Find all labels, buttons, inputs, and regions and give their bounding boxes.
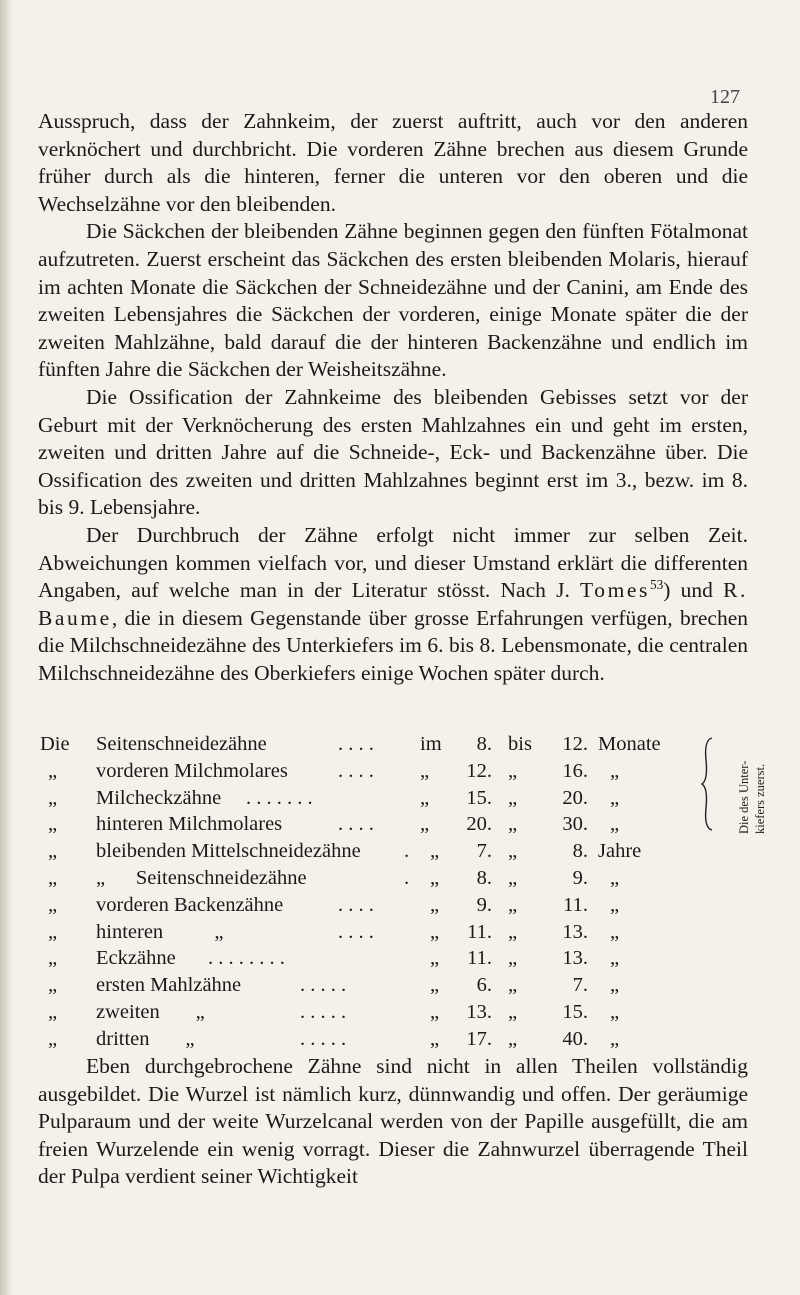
im-label: „ [430,866,440,889]
table-row [38,731,768,758]
side-note-line-2: kiefers zuerst. [753,763,767,834]
unit-label: Monate [598,733,661,755]
closing-text [38,1053,748,1191]
from-value: 20. [466,813,492,836]
tooth-name: Milcheckzähne [96,786,222,809]
leader-dots: . . . . . [300,1027,347,1050]
row-article: „ [48,786,58,809]
leader-dots: . . . . . [300,1000,347,1023]
side-note [735,736,775,836]
row-article: „ [48,840,58,863]
leader-dots: . . . . . . . . [208,947,285,970]
author-tomes: Tomes [580,578,650,603]
bis-label: „ [508,786,518,809]
im-label: im [420,733,442,755]
im-label: „ [430,1000,440,1023]
to-value: 8. [572,840,588,863]
im-label: „ [430,1027,440,1050]
im-label: „ [420,813,430,836]
row-article: Die [40,733,70,755]
tooth-name: bleibenden Mittelschneidezähne [96,840,361,863]
to-value: 40. [562,1027,588,1050]
tooth-name: vorderen Milchmolares [96,759,288,782]
table-row [38,758,768,785]
table-row [38,999,768,1026]
bis-label: „ [508,866,518,889]
to-value: 9. [572,866,588,889]
paragraph-3: Die Ossification der Zahnkeime des bleibenden Gebisses setzt vor der Geburt mit der Verknöcherung des ersten Mahlzahnes ein und geht im ersten, zweiten und dritten Jahre auf die Schneide-, Eck- und Backenzähne über. Die Ossification des zweiten und dritten Mahlzahnes beginnt erst im 3., bezw. im 8. bis 9. Lebensjahre. [38,384,748,520]
unit-label: „ [610,974,620,997]
bis-label: „ [508,893,518,916]
leader-dots: . . . . [338,813,374,836]
row-article: „ [48,893,58,916]
leader-dots: . . . . . [300,974,347,997]
bis-label: „ [508,1027,518,1050]
leader-dots: . . . . [338,733,374,755]
im-label: „ [430,974,440,997]
tooth-name: hinteren „ [96,920,224,943]
unit-label: „ [610,920,620,943]
tooth-name: dritten „ [96,1027,195,1050]
row-article: „ [48,866,58,889]
unit-label: „ [610,1000,620,1023]
from-value: 17. [466,1027,492,1050]
table-row [38,811,768,838]
im-label: „ [430,920,440,943]
bis-label: „ [508,974,518,997]
footnote-ref: 53 [649,576,664,592]
bis-label: „ [508,947,518,970]
im-label: „ [420,786,430,809]
table-row [38,919,768,946]
body-text [38,108,748,687]
unit-label: „ [610,786,620,809]
bis-label: bis [508,733,532,755]
from-value: 9. [476,893,492,916]
unit-label: „ [610,1027,620,1050]
table-row [38,785,768,812]
row-article: „ [48,974,58,997]
from-value: 13. [466,1000,492,1023]
table-row [38,838,768,865]
from-value: 11. [467,920,492,943]
tooth-name: „ Seitenschneidezähne [96,866,307,889]
paragraph-5: Eben durchgebrochene Zähne sind nicht in allen Theilen vollständig ausgebildet. Die Wurzel ist nämlich kurz, dünnwandig und offen. Der geräumige Pulparaum und der weite Wurzelcanal werden von der Papille ausgefüllt, die am freien Wurzelende ein wenig vorragt. Dieser die Zahnwurzel überragende Theil der Pulpa verdient seiner Wichtigkeit [38,1054,748,1189]
bis-label: „ [508,813,518,836]
row-article: „ [48,947,58,970]
im-label: „ [430,840,440,863]
row-article: „ [48,1000,58,1023]
to-value: 16. [562,759,588,782]
unit-label: „ [610,866,620,889]
unit-label: „ [610,947,620,970]
from-value: 6. [476,974,492,997]
p4-text-after: , die in diesem Gegenstande über grosse Erfahrungen verfügen, brechen die Milchschneidezähne des Unterkiefers im 6. bis 8. Lebensmonate, die centralen Milchschneidezähne des Oberkiefers einige Wochen später durch. [38,605,748,685]
im-label: „ [420,759,430,782]
im-label: „ [430,893,440,916]
to-value: 13. [562,920,588,943]
leader-dots: . . . . [338,893,374,916]
paragraph-1: Ausspruch, dass der Zahnkeim, der zuerst auftritt, auch vor den anderen verknöchert und durchbricht. Die vorderen Zähne brechen aus diesem Grunde früher durch als die hinteren, ferner die unteren vor den oberen und die Wechselzähne vor den bleibenden. [38,109,748,216]
row-article: „ [48,920,58,943]
unit-label: „ [610,813,620,836]
tooth-name: hinteren Milchmolares [96,813,283,836]
eruption-table [38,731,768,1053]
row-article: „ [48,1027,58,1050]
table-row [38,945,768,972]
leader-dots: . [404,840,410,863]
leader-dots: . . . . [338,920,374,943]
from-value: 15. [466,786,492,809]
leader-dots: . [404,866,410,889]
row-article: „ [48,813,58,836]
to-value: 13. [562,947,588,970]
leader-dots: . . . . [338,759,374,782]
to-value: 12. [562,733,588,755]
bis-label: „ [508,1000,518,1023]
tooth-name: ersten Mahlzähne [96,974,242,997]
to-value: 30. [562,813,588,836]
from-value: 8. [476,866,492,889]
to-value: 11. [563,893,588,916]
tooth-name: Seitenschneidezähne [96,733,267,755]
unit-label: Jahre [598,840,642,863]
bis-label: „ [508,920,518,943]
row-article: „ [48,759,58,782]
leader-dots: . . . . . . . [246,786,313,809]
tooth-name: vorderen Backenzähne [96,893,284,916]
unit-label: „ [610,759,620,782]
paragraph-4 [38,522,748,688]
table-row [38,972,768,999]
bis-label: „ [508,840,518,863]
unit-label: „ [610,893,620,916]
im-label: „ [430,947,440,970]
from-value: 11. [467,947,492,970]
to-value: 15. [562,1000,588,1023]
brace [700,736,716,832]
p4-text-before: Der Durchbruch der Zähne erfolgt nicht immer zur selben Zeit. Abweichungen kommen vielfach vor, und dieser Umstand erklärt die differenten Angaben, auf welche man in der Literatur stösst. Nach J. [38,522,748,603]
table-row [38,892,768,919]
p4-text-mid: ) und [663,578,724,603]
table-row [38,1026,768,1053]
table-row [38,865,768,892]
author-baume: R. Baume [38,578,748,630]
tooth-name: zweiten „ [96,1000,205,1023]
from-value: 12. [466,759,492,782]
page-number: 127 [710,86,740,108]
from-value: 7. [476,840,492,863]
from-value: 8. [476,733,492,755]
paragraph-2: Die Säckchen der bleibenden Zähne beginnen gegen den fünften Fötalmonat aufzutreten. Zuerst erscheint das Säckchen des ersten bleibenden Molaris, hierauf im achten Monate die Säckchen der Schneidezähne und der Canini, am Ende des zweiten Lebensjahres die Säckchen der vorderen, einige Monate später die der zweiten Mahlzähne, bald darauf die der hinteren Backenzähne und endlich im fünften Jahre die Säckchen der Weisheitszähne. [38,219,748,382]
to-value: 20. [562,786,588,809]
bis-label: „ [508,759,518,782]
page-binding-edge [0,0,14,1295]
to-value: 7. [572,974,588,997]
tooth-name: Eckzähne [96,947,176,970]
side-note-line-1: Die des Unter- [737,760,751,834]
